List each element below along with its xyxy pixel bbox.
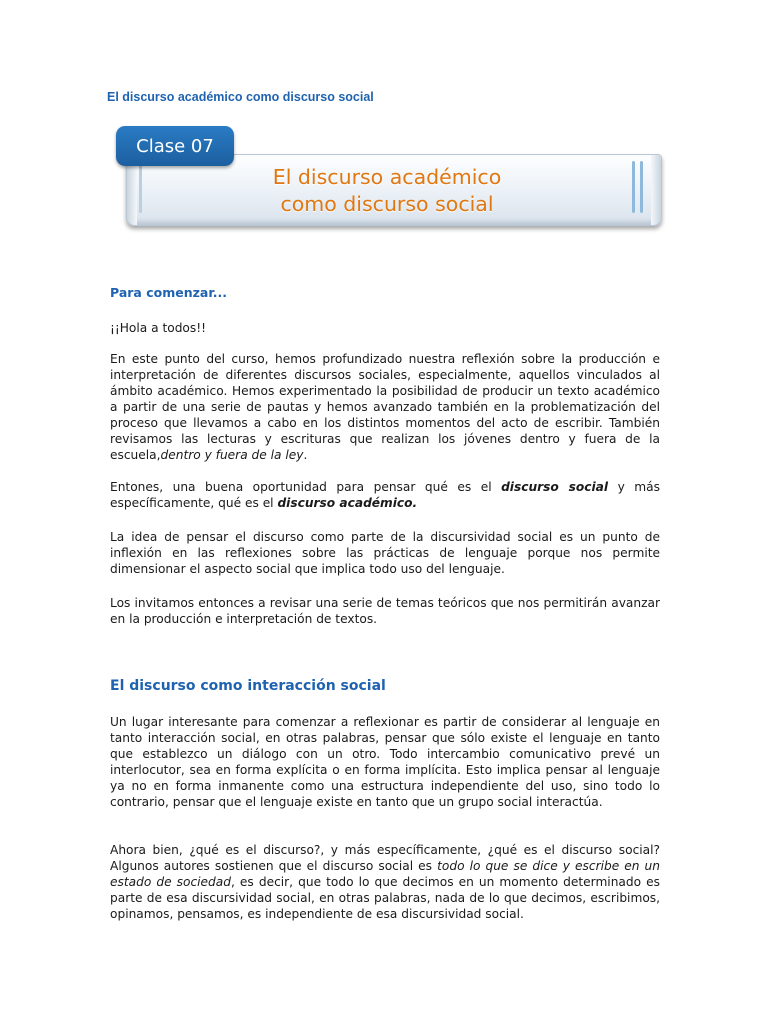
banner-heading — [242, 164, 532, 218]
paragraph-3: La idea de pensar el discurso como parte de la discursividad social es un punto de inflexión en las reflexiones sobre las prácticas de lenguaje porque nos permite dimensionar el aspecto social que implica todo uso del lenguaje. — [110, 530, 660, 576]
banner-heading-line2: como discurso social — [280, 192, 494, 216]
paragraph-1-text: En este punto del curso, hemos profundizado nuestra reflexión sobre la producción e interpretación de diferentes discursos sociales, especialmente, aquellos vinculados al ámbito académico. Hemos experimentado la posibilidad de producir un texto académico a partir de una serie de pautas y hemos avanzado también en la problematización del proceso que llevamos a cabo en los distintos momentos del acto de escribir. También revisamos las lecturas y escrituras que realizan los jóvenes dentro y fuera de la escuela, — [110, 352, 660, 462]
paragraph-1 — [110, 351, 660, 463]
paragraph-5: Un lugar interesante para comenzar a reflexionar es partir de considerar al lenguaje en tanto interacción social, en otras palabras, pensar que sólo existe el lenguaje en tanto que establezco un diálogo con un otro. Todo intercambio comunicativo prevé un interlocutor, sea en forma explícita o en forma implícita. Esto implica pensar al lenguaje ya no en forma inmanente como una estructura independiente del uso, sino todo lo contrario, pensar que el lenguaje existe en tanto que un grupo social interactúa. — [110, 715, 660, 809]
banner-right-edge — [651, 155, 661, 225]
paragraph-1-emphasis: dentro y fuera de la ley — [160, 448, 304, 462]
paragraph-2-text-a: Entones, una buena oportunidad para pensar qué es el — [110, 480, 502, 494]
greeting: ¡¡Hola a todos!! — [110, 321, 207, 335]
paragraph-2 — [110, 479, 660, 511]
banner-stripe — [632, 161, 635, 213]
paragraph-6-text-b: , es decir, que todo lo que decimos en un momento determinado es parte de esa discursividad social, en otras palabras, nada de lo que decimos, escribimos, opinamos, pensamos, es independiente de esa discursividad social. — [110, 875, 660, 921]
term-discurso-social: discurso social — [501, 480, 609, 494]
paragraph-4: Los invitamos entonces a revisar una serie de temas teóricos que nos permitirán avanzar en la producción e interpretación de textos. — [110, 596, 660, 626]
paragraph-6-emphasis: todo lo que se dice y escribe en un estado de sociedad — [110, 859, 660, 889]
section-title-interaccion-social: El discurso como interacción social — [110, 678, 386, 694]
paragraph-6-text-a: Ahora bien, ¿qué es el discurso?, y más específicamente, ¿qué es el discurso social? Algunos autores sostienen que el discurso social es — [110, 843, 660, 873]
section-title-para-comenzar: Para comenzar... — [110, 285, 227, 300]
document-title: El discurso académico como discurso social — [107, 90, 374, 104]
banner-heading-line1: El discurso académico — [272, 165, 502, 189]
paragraph-6 — [110, 842, 660, 922]
paragraph-1-end: . — [303, 448, 308, 462]
banner-stripe — [139, 161, 142, 213]
class-banner — [112, 124, 664, 236]
class-number-tab: Clase 07 — [116, 126, 234, 166]
paragraph-2-text-b: y más específicamente, qué es el — [110, 480, 660, 510]
banner-stripe — [640, 161, 643, 213]
term-discurso-academico: discurso académico. — [277, 496, 418, 510]
